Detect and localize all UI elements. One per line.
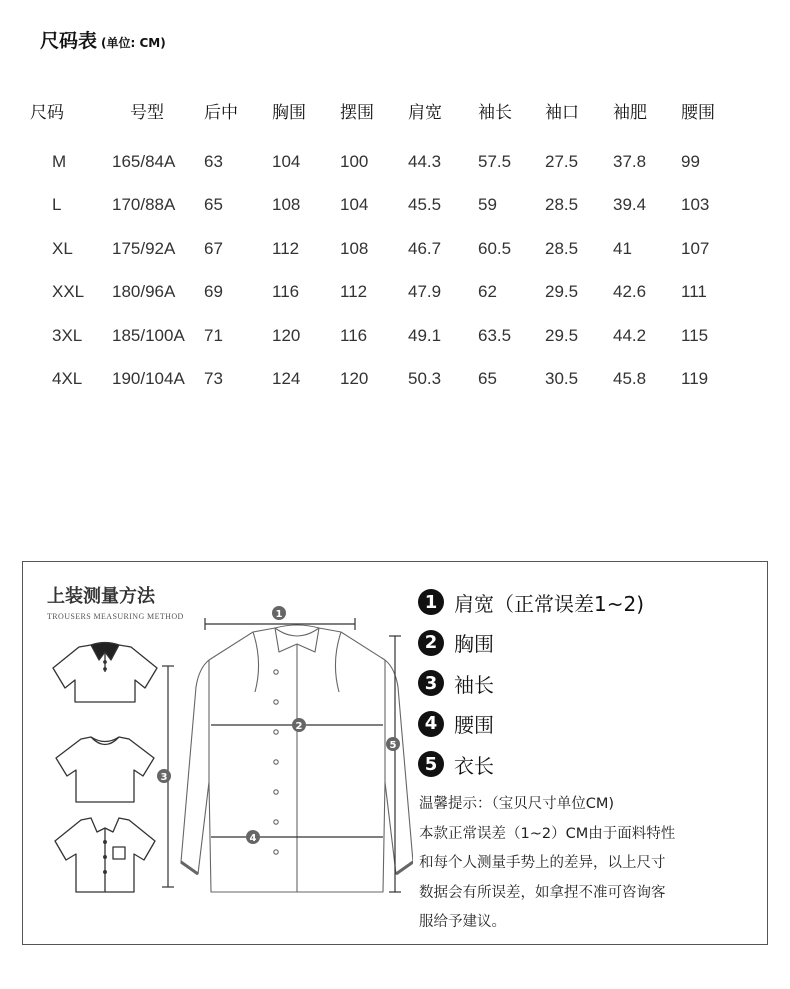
legend-label: 肩宽（正常误差1~2)	[454, 591, 645, 616]
table-cell: 50.3	[408, 369, 442, 389]
table-cell: 60.5	[478, 238, 512, 258]
table-cell: 107	[681, 238, 710, 258]
number-2-badge: 2	[418, 630, 444, 656]
svg-text:2: 2	[295, 721, 303, 732]
col-chest: 胸围	[272, 102, 306, 122]
table-cell: 124	[272, 369, 301, 389]
table-cell: 165/84A	[112, 151, 176, 171]
page-title	[40, 26, 166, 53]
legend-item-shoulder	[418, 582, 644, 623]
table-cell: 120	[272, 325, 301, 345]
table-cell: 62	[478, 282, 497, 302]
tip-line: 数据会有所误差，如拿捏不准可咨询客	[419, 884, 666, 901]
number-3-badge: 3	[418, 670, 444, 696]
table-cell: 4XL	[52, 369, 83, 389]
table-cell: 47.9	[408, 282, 442, 302]
svg-text:3: 3	[160, 772, 168, 783]
table-cell: 103	[681, 195, 710, 215]
table-cell: 46.7	[408, 238, 442, 258]
table-cell: XXL	[52, 282, 85, 302]
table-cell: 175/92A	[112, 238, 176, 258]
table-cell: 67	[204, 238, 223, 258]
table-cell: 111	[681, 282, 707, 302]
table-cell: 180/96A	[112, 282, 176, 302]
legend-label: 袖长	[454, 672, 494, 697]
table-cell: 63.5	[478, 325, 512, 345]
table-cell: 28.5	[545, 195, 579, 215]
table-cell: 30.5	[545, 369, 579, 389]
col-cuff: 袖口	[545, 102, 579, 122]
table-cell: 185/100A	[112, 325, 185, 345]
long-sleeve-shirt-drawing	[181, 625, 413, 892]
table-cell: 100	[340, 151, 369, 171]
unit-label: (单位: CM)	[101, 36, 166, 50]
col-bicep: 袖肥	[613, 102, 647, 122]
table-cell: L	[52, 195, 62, 215]
col-sleeve-length: 袖长	[478, 102, 512, 122]
title-text: 尺码表	[40, 30, 98, 52]
table-cell: 120	[340, 369, 369, 389]
table-cell: 41	[613, 238, 632, 258]
measure-legend	[418, 582, 644, 785]
table-cell: 73	[204, 369, 223, 389]
table-row	[30, 227, 741, 271]
table-cell: 45.8	[613, 369, 647, 389]
legend-item-sleeve	[418, 663, 644, 704]
measure-lines	[162, 618, 401, 892]
svg-text:4: 4	[249, 833, 257, 844]
table-cell: 42.6	[613, 282, 647, 302]
table-row	[30, 358, 741, 402]
col-back-length: 后中	[204, 102, 238, 122]
table-cell: 45.5	[408, 195, 442, 215]
table-cell: 29.5	[545, 325, 579, 345]
table-cell: 59	[478, 195, 497, 215]
table-cell: 39.4	[613, 195, 647, 215]
table-cell: 112	[272, 238, 300, 258]
measure-title: 上装测量方法	[47, 586, 155, 607]
table-cell: XL	[52, 238, 73, 258]
legend-label: 衣长	[454, 753, 494, 778]
tshirt-icon	[56, 737, 154, 802]
measure-tips	[419, 790, 739, 938]
table-header-row	[30, 80, 741, 140]
table-cell: 69	[204, 282, 223, 302]
table-cell: 65	[478, 369, 497, 389]
col-size: 尺码	[30, 102, 64, 122]
table-row	[30, 184, 741, 228]
col-waist: 腰围	[681, 102, 715, 122]
legend-label: 胸围	[454, 632, 494, 657]
table-cell: 190/104A	[112, 369, 185, 389]
legend-item-waist	[418, 704, 644, 745]
col-hem: 摆围	[340, 102, 374, 122]
measuring-method-panel	[22, 561, 768, 945]
table-cell: 116	[340, 325, 368, 345]
short-sleeve-shirt-icon	[55, 818, 155, 892]
table-cell: M	[52, 151, 67, 171]
measure-subtitle: TROUSERS MEASURING METHOD	[47, 612, 184, 621]
table-cell: 44.2	[613, 325, 647, 345]
shirt-diagram	[23, 562, 413, 942]
table-cell: 112	[340, 282, 368, 302]
tip-line: 温馨提示：（宝贝尺寸单位CM)	[419, 796, 615, 812]
table-cell: 104	[340, 195, 369, 215]
table-cell: 57.5	[478, 151, 512, 171]
table-cell: 104	[272, 151, 301, 171]
table-cell: 119	[681, 369, 709, 389]
table-cell: 115	[681, 325, 709, 345]
table-row	[30, 140, 741, 184]
table-cell: 28.5	[545, 238, 579, 258]
table-cell: 108	[272, 195, 301, 215]
table-cell: 170/88A	[112, 195, 176, 215]
table-cell: 116	[272, 282, 300, 302]
legend-item-length	[418, 744, 644, 785]
legend-label: 腰围	[454, 713, 494, 738]
number-5-badge: 5	[418, 751, 444, 777]
table-cell: 108	[340, 238, 369, 258]
table-cell: 29.5	[545, 282, 579, 302]
size-table	[30, 80, 741, 401]
table-cell: 44.3	[408, 151, 442, 171]
tip-line: 服给予建议。	[419, 914, 506, 930]
table-cell: 49.1	[408, 325, 442, 345]
number-1-badge: 1	[418, 589, 444, 615]
svg-text:1: 1	[275, 609, 283, 620]
legend-item-chest	[418, 623, 644, 664]
table-cell: 37.8	[613, 151, 647, 171]
table-cell: 99	[681, 151, 700, 171]
polo-shirt-icon	[53, 643, 157, 703]
tip-line: 本款正常误差（1~2）CM由于面料特性	[419, 825, 676, 842]
table-cell: 3XL	[52, 325, 83, 345]
number-4-badge: 4	[418, 711, 444, 737]
table-row	[30, 271, 741, 315]
table-cell: 63	[204, 151, 223, 171]
table-row	[30, 314, 741, 358]
svg-text:5: 5	[389, 740, 397, 751]
tip-line: 和每个人测量手势上的差异，以上尺寸	[419, 855, 666, 871]
col-shoulder: 肩宽	[408, 102, 442, 122]
table-cell: 27.5	[545, 151, 579, 171]
table-cell: 65	[204, 195, 223, 215]
col-model: 号型	[130, 102, 164, 122]
table-cell: 71	[204, 325, 223, 345]
